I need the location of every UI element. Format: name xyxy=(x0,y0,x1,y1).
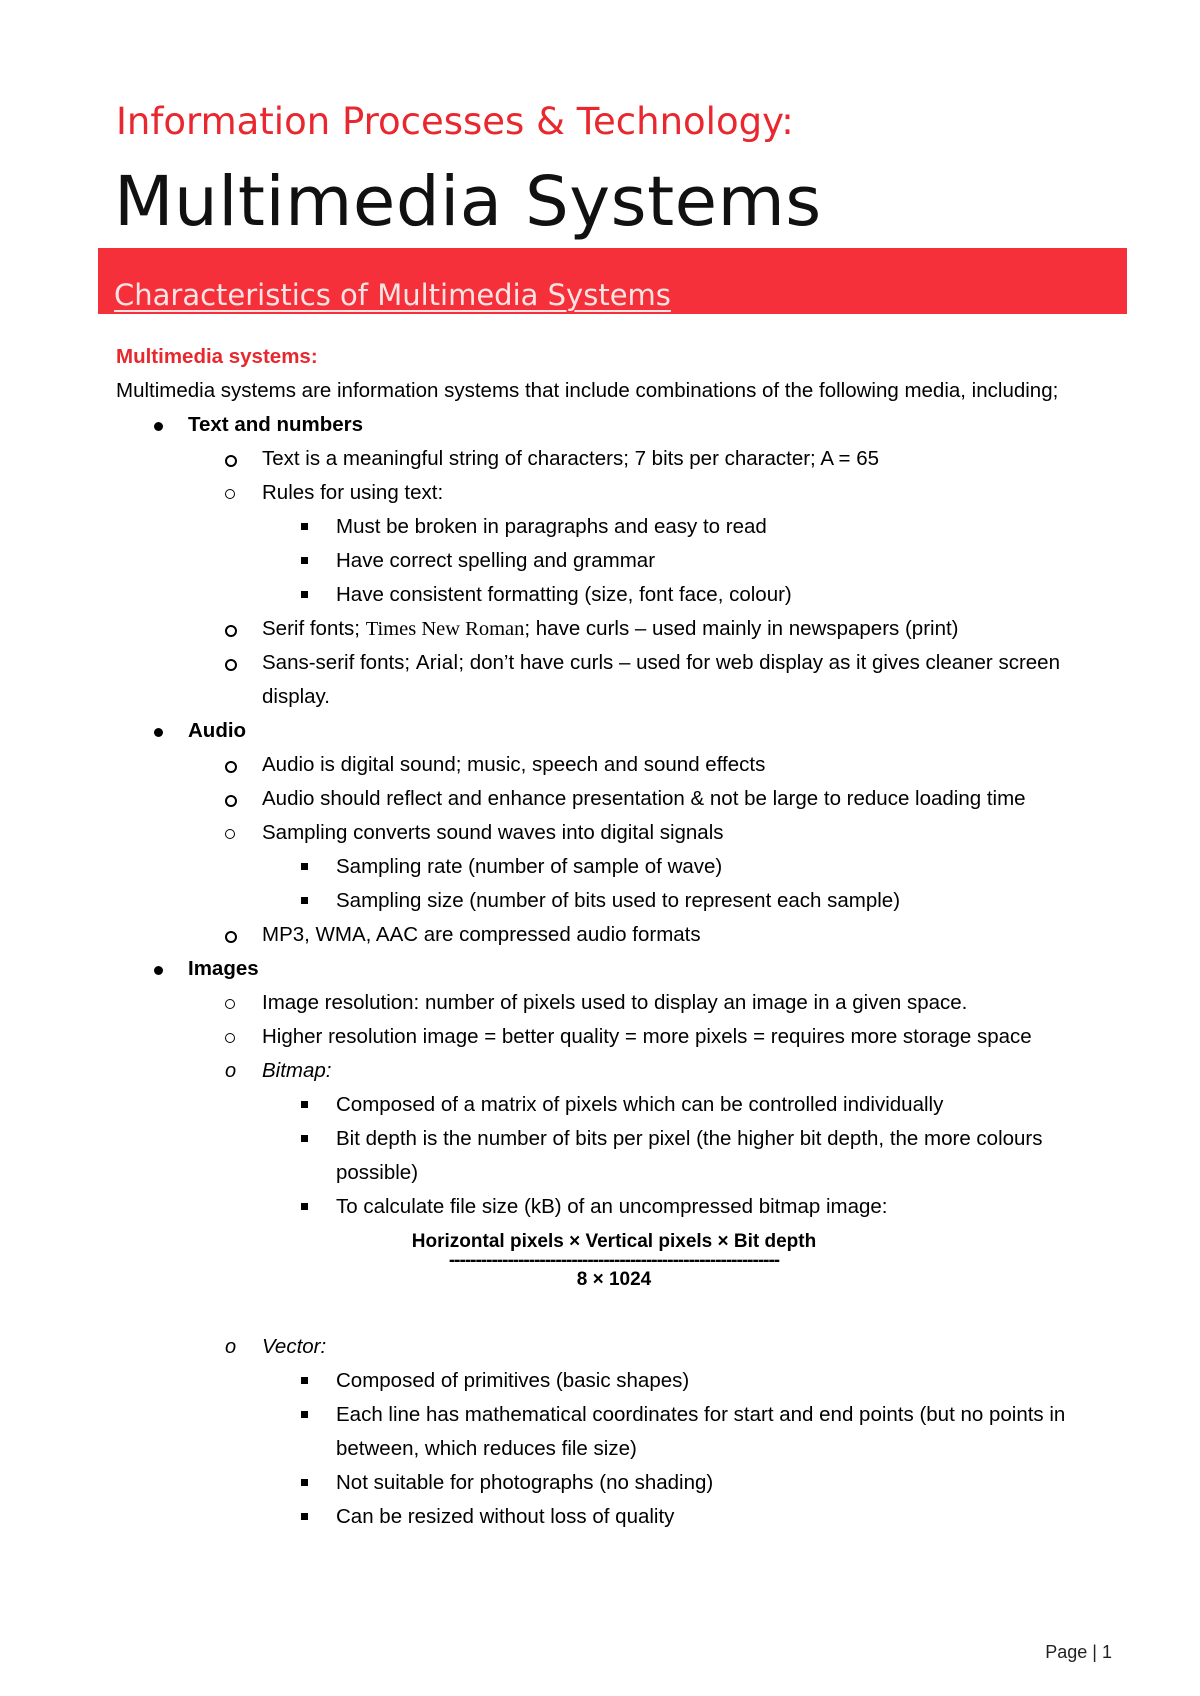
bullet-square-icon xyxy=(301,897,308,904)
formula-divider: -------------------------------------------------------------- xyxy=(448,1250,780,1271)
list-item: Sampling size (number of bits used to represent each sample) xyxy=(114,884,1116,918)
page-title: Multimedia Systems xyxy=(114,162,822,242)
vector-heading: Vector: xyxy=(262,1335,327,1358)
sans-font-sample: Arial xyxy=(415,651,459,674)
list-item xyxy=(114,1054,1116,1330)
formula-denominator: 8 × 1024 xyxy=(576,1269,652,1290)
bullet-ring-icon xyxy=(225,999,235,1009)
bullet-square-icon xyxy=(301,1203,308,1210)
bullet-disc-icon xyxy=(154,966,163,975)
bullet-ring-icon xyxy=(225,761,237,773)
bullet-ring-icon xyxy=(225,625,237,637)
list-item: Composed of primitives (basic shapes) xyxy=(114,1364,1116,1398)
list-item-images xyxy=(116,952,1116,1534)
bullet-disc-icon xyxy=(154,422,163,431)
bullet-disc-icon xyxy=(154,728,163,737)
bullet-square-icon xyxy=(301,1513,308,1520)
list-item: Sampling converts sound waves into digital signals Sampling rate (number of sample of wave) Sampling size (number of bits used to represent each sample) xyxy=(114,816,1116,918)
bullet-square-icon xyxy=(301,1101,308,1108)
intro-paragraph: Multimedia systems are information systems that include combinations of the following media, including; xyxy=(116,379,1059,402)
bullet-square-icon xyxy=(301,1411,308,1418)
bullet-ring-icon xyxy=(225,795,237,807)
bullet-square-icon xyxy=(301,1479,308,1486)
list-item: Sampling rate (number of sample of wave) xyxy=(114,850,1116,884)
list-item: Must be broken in paragraphs and easy to read xyxy=(114,510,1116,544)
bullet-ring-icon xyxy=(225,1033,235,1043)
bullet-square-icon xyxy=(301,523,308,530)
subject-heading: Information Processes & Technology: xyxy=(116,100,794,143)
bullet-square-icon xyxy=(301,863,308,870)
list-item: Each line has mathematical coordinates for start and end points (but no points in between, which reduces file size) xyxy=(114,1398,1116,1466)
list-item: Sans-serif fonts; Arial; don’t have curls – used for web display as it gives cleaner screen display. xyxy=(114,646,1116,714)
bullet-square-icon xyxy=(301,1377,308,1384)
bullet-square-icon xyxy=(301,557,308,564)
bullet-ring-icon xyxy=(225,455,237,467)
list-item: Have correct spelling and grammar xyxy=(114,544,1116,578)
section-banner xyxy=(98,248,1127,314)
bullet-ring-icon xyxy=(225,489,235,499)
list-item: Audio is digital sound; music, speech and sound effects xyxy=(114,748,1116,782)
bullet-square-icon xyxy=(301,1135,308,1142)
bullet-italic-o-icon: o xyxy=(225,1060,237,1082)
list-item: Composed of a matrix of pixels which can be controlled individually xyxy=(114,1088,1116,1122)
file-size-formula xyxy=(114,1230,1114,1292)
media-list xyxy=(116,408,1116,1534)
list-item: Bit depth is the number of bits per pixel (the higher bit depth, the more colours possible) xyxy=(114,1122,1116,1190)
list-item: Image resolution: number of pixels used to display an image in a given space. xyxy=(114,986,1116,1020)
bitmap-heading: Bitmap: xyxy=(262,1059,332,1082)
bullet-ring-icon xyxy=(225,931,237,943)
serif-font-sample: Times New Roman xyxy=(365,618,525,640)
list-item: Higher resolution image = better quality = more pixels = requires more storage space xyxy=(114,1020,1116,1054)
section-banner-title: Characteristics of Multimedia Systems xyxy=(114,278,671,312)
list-item-text-numbers xyxy=(116,408,1116,714)
list-item: Rules for using text: Must be broken in paragraphs and easy to read Have correct spelling and grammar Have consistent formatting (size, font face, colour) xyxy=(114,476,1116,612)
media-label: Images xyxy=(188,957,259,980)
list-item: Have consistent formatting (size, font face, colour) xyxy=(114,578,1116,612)
list-item: Audio should reflect and enhance presentation & not be large to reduce loading time xyxy=(114,782,1116,816)
list-item: Text is a meaningful string of characters; 7 bits per character; A = 65 xyxy=(114,442,1116,476)
list-item: Not suitable for photographs (no shading) xyxy=(114,1466,1116,1500)
media-label: Text and numbers xyxy=(188,413,364,436)
list-item-audio xyxy=(116,714,1116,952)
section-heading: Multimedia systems: xyxy=(116,345,318,368)
formula-numerator: Horizontal pixels × Vertical pixels × Bit depth xyxy=(411,1231,817,1252)
media-label: Audio xyxy=(188,719,247,742)
list-item: To calculate file size (kB) of an uncompressed bitmap image: Horizontal pixels × Vertical pixels × Bit depth -------------------------------------------------------------- 8 × 1024 xyxy=(114,1190,1116,1330)
list-item: Serif fonts; Times New Roman; have curls – used mainly in newspapers (print) xyxy=(114,612,1116,646)
bullet-square-icon xyxy=(301,591,308,598)
bullet-ring-icon xyxy=(225,659,237,671)
document-body xyxy=(116,340,1116,1534)
list-item xyxy=(114,1330,1116,1534)
page-number: Page | 1 xyxy=(1045,1642,1112,1662)
list-item: Can be resized without loss of quality xyxy=(114,1500,1116,1534)
list-item: MP3, WMA, AAC are compressed audio formats xyxy=(114,918,1116,952)
bullet-ring-icon xyxy=(225,829,235,839)
bullet-italic-o-icon: o xyxy=(225,1336,237,1358)
